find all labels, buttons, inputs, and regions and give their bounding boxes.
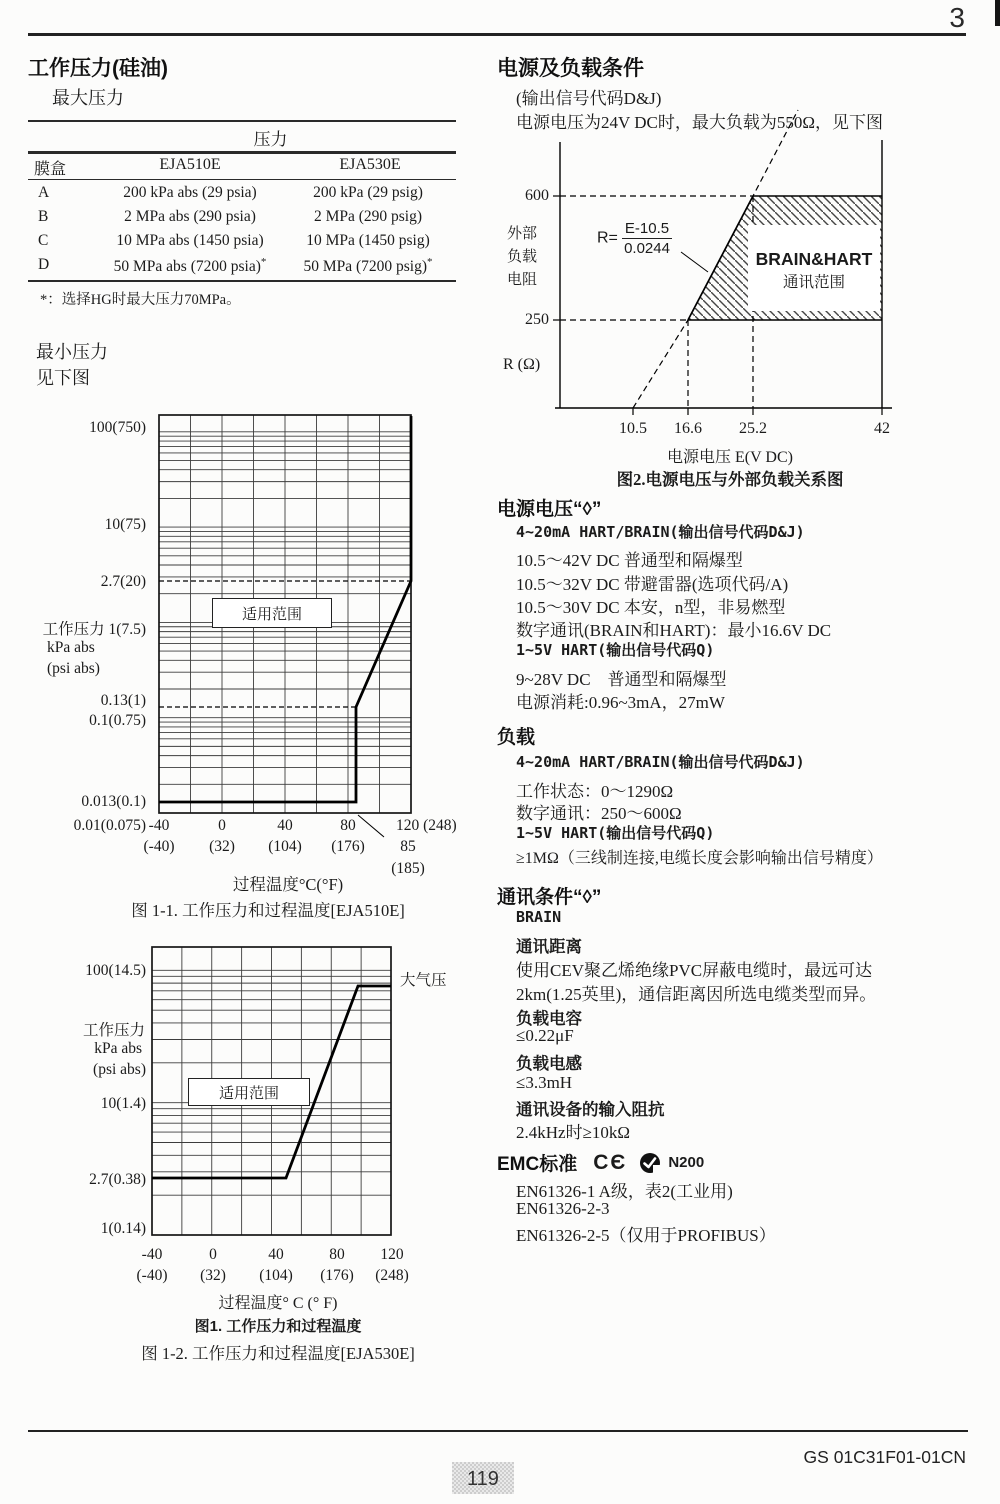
pressure-table [28, 118, 456, 286]
x-tick-f: (176) [331, 838, 365, 855]
y-axis-title-and-tick: 工作压力 1(7.5) [42, 621, 146, 638]
scan-edge-mark [995, 0, 1000, 26]
row-d-eja510e [90, 256, 290, 276]
x-tick: 80 [329, 1246, 345, 1263]
x-tick-f: (-40) [136, 1267, 168, 1284]
applicable-range-box [188, 1078, 310, 1106]
load-item: ≥1MΩ（三线制连接,电缆长度会影响输出信号精度） [516, 850, 883, 867]
callout-185f: (185) [391, 860, 425, 877]
section-title-load: 负载 [497, 727, 536, 748]
row-a-eja510e: 200 kPa abs (29 psia) [123, 184, 257, 201]
supply-item: 10.5～30V DC 本安，n型，非易燃型 [516, 598, 786, 617]
comm-item: 负载电感 [516, 1055, 582, 1073]
brain-hart-label: BRAIN&HART [755, 249, 873, 269]
x-tick: -40 [141, 1246, 163, 1263]
supply-item: 电源消耗:0.96~3mA，27mW [516, 693, 725, 712]
y-axis-title: 负载 [506, 249, 537, 265]
formula-fraction [622, 220, 672, 257]
applicable-range-label: 适用范围 [218, 1085, 279, 1102]
x-tick-f: (32) [200, 1267, 226, 1284]
figure-2 [495, 60, 1000, 490]
y-tick: 100(14.5) [85, 962, 146, 979]
load-item: 1~5V HART(输出信号代码Q) [516, 824, 715, 842]
x-tick: 16.6 [674, 420, 702, 437]
x-tick: 25.2 [739, 420, 767, 437]
y-axis-title: 电阻 [506, 272, 537, 288]
x-tick: 0 [218, 817, 226, 834]
table-bottom-border [28, 280, 456, 282]
y-axis-unit: kPa abs [94, 1040, 142, 1057]
y-tick: 0.13(1) [100, 692, 146, 709]
header-rule [28, 33, 966, 36]
row-a-capsule: A [38, 184, 50, 201]
table-thick-border [28, 151, 456, 154]
x-tick: 80 [340, 817, 356, 834]
x-tick-f: (104) [268, 838, 302, 855]
figure-caption: 图 1-2. 工作压力和过程温度[EJA530E] [141, 1344, 415, 1363]
y-tick: 1(0.14) [100, 1220, 146, 1237]
load-item: 数字通讯：250～600Ω [516, 804, 682, 823]
page-number: 3 [949, 2, 965, 33]
emc-header [497, 1149, 704, 1176]
row-d-eja530e [283, 256, 453, 276]
c-tick-icon [639, 1152, 661, 1174]
formula-denominator: 0.0244 [624, 240, 670, 257]
row-d-eja510e-value: 50 MPa abs (7200 psia) [113, 258, 261, 276]
y-tick: 0.013(0.1) [81, 793, 146, 810]
comm-item: 使用CEV聚乙烯绝缘PVC屏蔽电缆时，最远可达 [516, 961, 873, 980]
row-d-eja530e-value: 50 MPa (7200 psig) [303, 258, 428, 276]
y-axis-title: 外部 [506, 226, 537, 242]
x-axis-title: 电源电压 E(V DC) [667, 449, 793, 466]
supply-item: 10.5～42V DC 普通型和隔爆型 [516, 551, 743, 570]
supply-item: 9~28V DC 普通型和隔爆型 [516, 670, 727, 689]
supply-item: 数字通讯(BRAIN和HART)：最小16.6V DC [516, 621, 832, 640]
ce-mark-icon: CЄ [593, 1150, 628, 1174]
row-b-eja530e: 2 MPa (290 psig) [313, 208, 423, 225]
row-c-capsule: C [38, 232, 49, 249]
figure-1-1 [28, 405, 470, 925]
x-tick: 40 [268, 1246, 284, 1263]
applicable-range-label: 适用范围 [241, 606, 302, 623]
comm-item: 通讯设备的输入阻抗 [516, 1101, 665, 1119]
emc-item: EN61326-2-3 [516, 1199, 610, 1218]
formula-r-equals: R= [597, 229, 618, 247]
asterisk-mark: * [260, 256, 267, 268]
y-tick: 100(750) [89, 419, 146, 436]
applicable-range-box [212, 598, 332, 628]
section-title-supply-voltage: 电源电压“◊” [497, 499, 602, 520]
x-axis-title: 过程温度° C (° F) [218, 1295, 338, 1312]
y-tick-250: 250 [525, 311, 549, 328]
row-c-eja530e: 10 MPa (1450 psig) [306, 232, 430, 249]
y-tick: 2.7(0.38) [89, 1171, 146, 1188]
col-header-eja530e: EJA530E [339, 156, 401, 173]
min-pressure-label: 最小压力 [36, 342, 108, 362]
footer-rule [28, 1430, 968, 1432]
table-footnote: *：选择HG时最大压力70MPa。 [40, 292, 241, 308]
load-formula [595, 220, 674, 257]
x-tick: 40 [277, 817, 293, 834]
table-caption: 压力 [253, 130, 288, 149]
section-title-working-pressure: 工作压力(硅油) [28, 57, 168, 80]
table-header-border [28, 179, 456, 180]
comm-range-label: 通讯范围 [782, 274, 845, 291]
x-tick: 42 [874, 420, 890, 437]
x-tick: 10.5 [619, 420, 647, 437]
row-c-eja510e: 10 MPa abs (1450 psia) [116, 232, 264, 249]
supply-item: 1~5V HART(输出信号代码Q) [516, 641, 715, 659]
y-tick: 2.7(20) [100, 573, 146, 590]
table-top-border [28, 120, 456, 122]
comm-item: 通讯距离 [516, 938, 582, 956]
x-tick: 0 [209, 1246, 217, 1263]
brain-hart-region-box [748, 225, 880, 311]
y-tick: 0.01(0.075) [73, 817, 146, 834]
y-tick: 10(75) [104, 516, 146, 533]
x-tick-f: (248) [375, 1267, 409, 1284]
y-axis-title: 工作压力 [82, 1022, 145, 1039]
power-load-line2: 电源电压为24V DC时，最大负载为550Ω，见下图 [516, 113, 883, 132]
load-item: 4~20mA HART/BRAIN(输出信号代码D&J) [516, 753, 805, 771]
x-tick: -40 [148, 817, 170, 834]
subtitle-max-pressure: 最大压力 [52, 88, 124, 108]
y-axis-unit: (psi abs) [47, 660, 100, 677]
see-below-label: 见下图 [36, 368, 90, 388]
x-tick: 120 (248) [396, 817, 457, 834]
section-title-emc: EMC标准 [497, 1154, 578, 1175]
figure-caption: 图 1-1. 工作压力和过程温度[EJA510E] [131, 901, 405, 920]
supply-item: 4~20mA HART/BRAIN(输出信号代码D&J) [516, 523, 805, 541]
section-title-comm: 通讯条件“◊” [497, 887, 602, 908]
asterisk-mark: * [427, 256, 433, 268]
x-tick-f: (-40) [143, 838, 175, 855]
callout-85c: 85 [400, 838, 416, 855]
formula-numerator: E-10.5 [622, 220, 672, 239]
col-header-eja510e: EJA510E [159, 156, 221, 173]
figure-1-2 [28, 938, 498, 1368]
row-b-eja510e: 2 MPa abs (290 psia) [124, 208, 256, 225]
figure-caption-bold: 图1. 工作压力和过程温度 [194, 1318, 362, 1335]
footer-page-number: 119 [452, 1462, 514, 1494]
row-b-capsule: B [38, 208, 49, 225]
row-a-eja530e: 200 kPa (29 psig) [313, 184, 423, 201]
y-axis-unit: (psi abs) [93, 1061, 146, 1078]
comm-item: 2.4kHz时≥10kΩ [516, 1123, 631, 1142]
section-title-power-load: 电源及负载条件 [497, 57, 644, 80]
x-tick: 120 [380, 1246, 404, 1263]
x-tick-f: (176) [320, 1267, 354, 1284]
x-axis-title: 过程温度°C(°F) [232, 875, 344, 894]
y-tick: 0.1(0.75) [89, 712, 146, 729]
atmospheric-pressure-label: 大气压 [400, 972, 447, 989]
comm-item: 负载电容 [516, 1010, 582, 1028]
x-tick-f: (32) [209, 838, 235, 855]
document-number: GS 01C31F01-01CN [803, 1447, 966, 1467]
row-d-capsule: D [38, 256, 50, 273]
comm-item: BRAIN [516, 908, 562, 926]
col-header-capsule: 膜盒 [34, 161, 67, 178]
comm-item: ≤0.22μF [516, 1026, 574, 1045]
power-load-line1: (输出信号代码D&J) [516, 89, 662, 108]
y-axis-unit: kPa abs [47, 639, 95, 656]
supply-item: 10.5～32V DC 带避雷器(选项代码/A) [516, 575, 789, 594]
emc-item: EN61326-1 A级，表2(工业用) [516, 1182, 733, 1201]
figure-caption: 图2.电源电压与外部负载关系图 [616, 470, 844, 489]
emc-item: EN61326-2-5（仅用于PROFIBUS） [516, 1226, 776, 1245]
n200-label: N200 [668, 1154, 705, 1171]
y-axis-unit: R (Ω) [503, 356, 541, 373]
load-item: 工作状态：0～1290Ω [516, 782, 674, 801]
comm-item: 2km(1.25英里)，通信距离因所选电缆类型而异。 [516, 985, 877, 1004]
y-tick-600: 600 [525, 187, 549, 204]
comm-item: ≤3.3mH [516, 1073, 573, 1092]
y-tick: 10(1.4) [100, 1095, 146, 1112]
x-tick-f: (104) [259, 1267, 293, 1284]
